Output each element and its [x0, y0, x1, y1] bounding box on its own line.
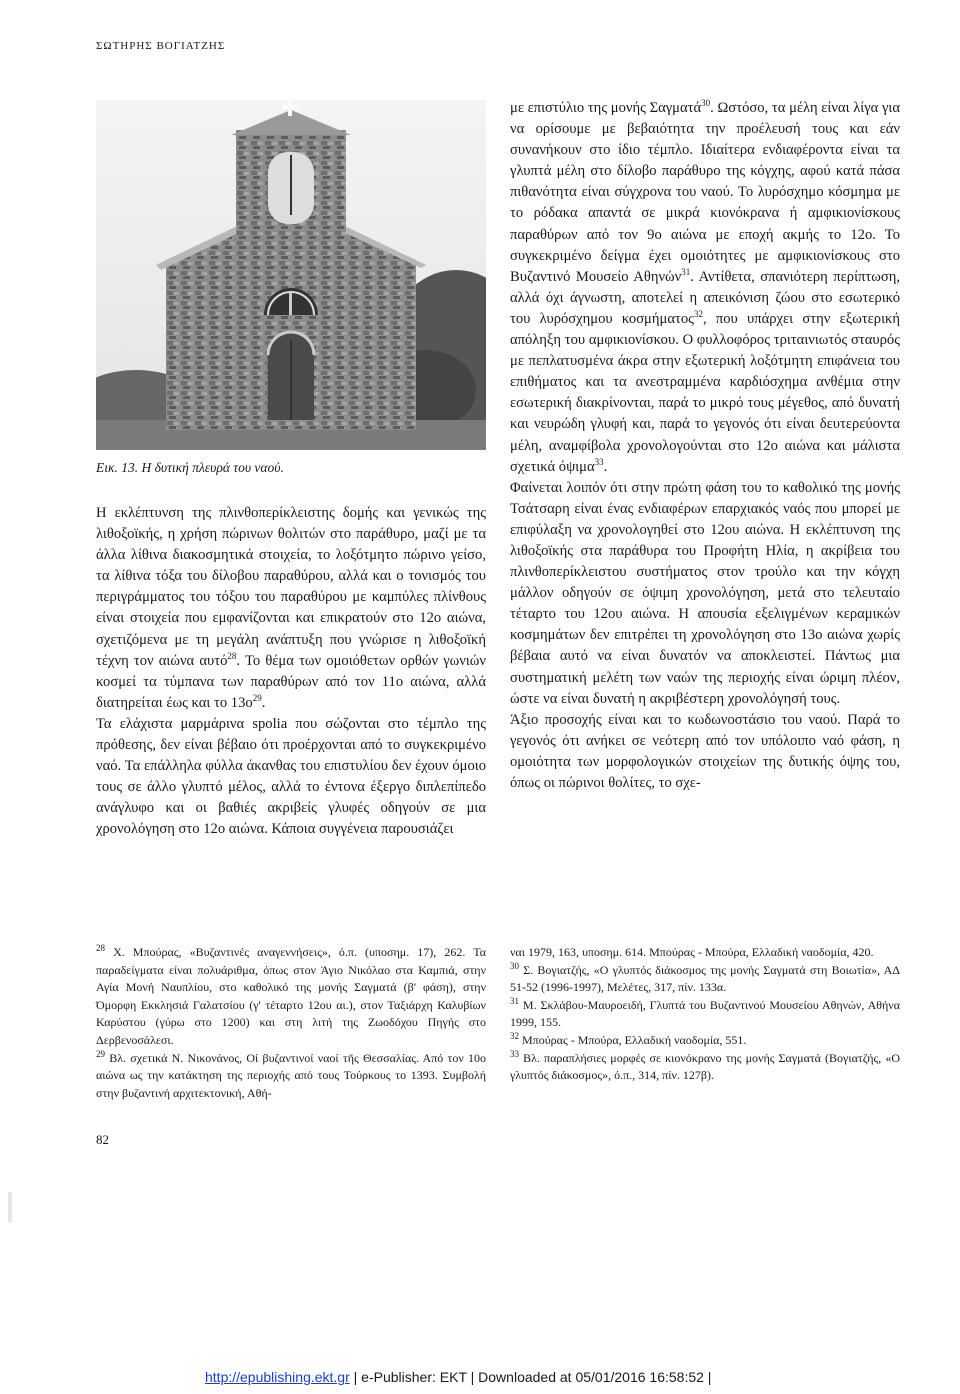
footnote: $^{32}$ Μπούρας - Μπούρα, Ελλαδική ναοδομία, 551.	[510, 1030, 747, 1047]
footnote-ref[interactable]: 32	[693, 309, 703, 320]
footnote: $^{33}$ Βλ. παραπλήσιες μορφές σε κιονόκρανο της μονής Σαγματά (Βογιατζής, «Ο γλυπτός διάκοσμος», ό.π., 314, πίν. 127β).	[510, 1048, 900, 1083]
footnote-ref[interactable]: 30	[701, 98, 711, 109]
footnote: $^{28}$ Χ. Μπούρας, «Βυζαντινές αναγεννήσεις», ό.π. (υποσημ. 17), 262. Τα παραδείγματα είναι πολυάριθμα, όπως στον Άγιο Νικόλαο στα Καμπιά, στην Αγία Μονή Ναυπλίου, στο καθολικό της μονής Σαγματά (β' φάση), στην Όμορφη Εκκλησιά Γαλατσίου (γ' τέταρτο 12ου αι.), στον Ταξιάρχη Καλυβίων Καρύστου (γύρω στο 1200) και στη λιτή της Ζωοδόχου Πηγής στο Δερβενοσάλεσι.	[96, 943, 486, 1047]
figure-caption: Εικ. 13. Η δυτική πλευρά του ναού.	[96, 460, 284, 475]
body-column-left	[96, 503, 486, 841]
paragraph: Άξιο προσοχής είναι και το κωδωνοστάσιο του ναού. Παρά το γεγονός ότι ανήκει σε νεότερη από τον υπόλοιπο ναό φάση, η ομοιότητα των μορφολογικών στοιχείων της δυτικής όψης του, όπως οι πώρινοι θολίτες, το σχε-	[510, 711, 900, 791]
church-west-facade-image	[96, 100, 486, 450]
church-photo	[96, 100, 486, 450]
footnotes-right	[510, 944, 900, 1085]
footnote: $^{29}$ Βλ. σχετικά Ν. Νικονάνος, Οί βυζαντινοί ναοί τῆς Θεσσαλίας. Από τον 10ο αιώνα ως την κατάκτηση της περιοχής από τους Τούρκους το 1393. Συμβολή στην βυζαντινή αρχιτεκτονική, Αθή-	[96, 1048, 486, 1100]
footer-info: | e-Publisher: EKT | Downloaded at 05/01/2016 16:58:52 |	[349, 1369, 712, 1385]
running-head: ΣΩΤΗΡΗΣ ΒΟΓΙΑΤΖΗΣ	[96, 40, 226, 52]
paragraph: με επιστύλιο της μονής Σαγματά$^{30}$. Ωστόσο, τα μέλη είναι λίγα για να ορίσουμε με βεβαιότητα την προέλευσή τους και εάν συνανήκουν στο ίδιο τέμπλο. Ιδιαίτερα ενδιαφέροντα είναι τα γλυπτά μέλη στο δίλοβο παράθυρο της κόγχης, αφού κατά πάσα πιθανότητα είναι σύγχρονα του ναού. Το λυρόσχημο κόσμημα με το ρόδακα απαντά σε μικρά κιονόκρανα ή αμφικιονίσκους παραθύρων από τον 9ο αιώνα με εποχή ακμής το 12ο. Το συγκεκριμένο δείγμα έχει ομοιότητες με αμφικιονίσκους στο Βυζαντινό Μουσείο Αθηνών$^{31}$. Αντίθετα, σπανιότερη περίπτωση, αλλά όχι άγνωστη, αποτελεί η απεικόνιση ζώου στο εσωτερικό του λυρόσχημου κοσμήματος$^{32}$, που υπάρχει στην εξωτερική απόληξη του αμφικιονίσκου. Ο φυλλοφόρος τριταινιωτός σταυρός με πεπλατυσμένα άκρα στην εξωτερική λοξότμητη επιφάνεια του επιθήματος και τα ανεστραμμένα καρδιόσχημα ανθέμια στην εσωτερική διακρίνονται, παρά το μικρό τους μέγεθος, από δυνατή και νευρώδη γλυφή και, παρά το γεγονός ότι είναι δευτερεύοντα μέλη, αναμφίβολα χρονολογούνται στο 12ο αιώνα και μάλιστα σχετικά όψιμα$^{33}$.	[510, 98, 900, 475]
footnote-ref[interactable]: 29	[252, 692, 262, 703]
footnote-ref[interactable]: 31	[681, 266, 691, 277]
footnote-ref[interactable]: 33	[594, 456, 604, 467]
epublishing-link[interactable]: http://epublishing.ekt.gr	[205, 1369, 350, 1385]
paragraph: Φαίνεται λοιπόν ότι στην πρώτη φάση του το καθολικό της μονής Τσάτσαρη είναι ένας ενδιαφέρων επαρχιακός ναός που μπορεί με επιφύλαξη να χρονολογηθεί στο 12ου αιώνα. Η εκλέπτυνση της λιθοξοϊκής στα παράθυρα του Προφήτη Ηλία, η ακρίβεια του πλινθοπερίκλειστου συστήματος στον τρούλο και την κόγχη μάλλον οδηγούν σε όψιμη χρονολόγηση, μετά στο τελευταίο τέταρτο του 12ου αιώνα. Η απουσία εξελιγμένων κεραμικών κοσμημάτων δεν επιτρέπει τη χρονολόγηση στο 13ο αιώνα χωρίς βέβαια αυτό να είναι δυνατόν να αποκλειστεί. Πάντως μια συστηματική μελέτη των ναών της περιοχής είναι ώριμη πλέον, ώστε να είναι δυνατή η ακριβέστερη χρονολόγησή τους.	[510, 479, 900, 707]
body-column-right	[510, 98, 900, 794]
page-number: 82	[96, 1132, 109, 1147]
footnote: $^{31}$ Μ. Σκλάβου-Μαυροειδή, Γλυπτά του Βυζαντινού Μουσείου Αθηνών, Αθήνα 1999, 155.	[510, 995, 900, 1030]
download-footer	[205, 1369, 711, 1385]
footnotes-left	[96, 944, 486, 1102]
scan-artifact	[8, 1192, 12, 1222]
footnote: ναι 1979, 163, υποσημ. 614. Μπούρας - Μπούρα, Ελλαδική ναοδομία, 420.	[510, 945, 874, 959]
footnote-ref[interactable]: 28	[227, 650, 237, 661]
footnote: $^{30}$ Σ. Βογιατζής, «Ο γλυπτός διάκοσμος της μονής Σαγματά στη Βοιωτία», ΑΔ 51-52 (1996-1997), Μελέτες, 317, πίν. 133α.	[510, 960, 900, 995]
paragraph: Τα ελάχιστα μαρμάρινα spolia που σώζονται στο τέμπλο της πρόθεσης, δεν είναι βέβαιο ότι προέρχονται από το συγκεκριμένο ναό. Τα επάλληλα φύλλα άκανθας του επιστυλίου δεν έχουν όμοιο τους σε άλλο γλυπτό μέλος, αλλά το έντονα έξεργο διπλεπίπεδο ανάγλυφο και οι βαθιές ακριβείς γλυφές οδηγούν σε μια χρονολόγηση στο 12ο αιώνα. Κάποια συγγένεια παρουσιάζει	[96, 715, 486, 838]
paragraph: Η εκλέπτυνση της πλινθοπερίκλειστης δομής και γενικώς της λιθοξοϊκής, η χρήση πώρινων θολιτών στο παράθυρο, μαζί με τα άλλα λίθινα διακοσμητικά στοιχεία, το λοξότμητο πώρινο γείσο, τα λίθινα τόξα του δίλοβου παραθύρου, αλλά και ο τονισμός του περιγράμματος του τόξου του παραθύρου με καμπύλες πλίνθους είναι στοιχεία που εμφανίζονται και επικρατούν στο 12ο αιώνα, σχετιζόμενα με τη μεγάλη ανάπτυξη που γνώρισε η λιθοξοϊκή τέχνη τον αιώνα αυτό$^{28}$. Το θέμα των ομοιόθετων ορθών γωνιών κοσμεί τα τύμπανα των παραθύρων από τον 11ο αιώνα, αλλά διατηρείται έως και το $13o^{29}$.	[96, 505, 486, 711]
